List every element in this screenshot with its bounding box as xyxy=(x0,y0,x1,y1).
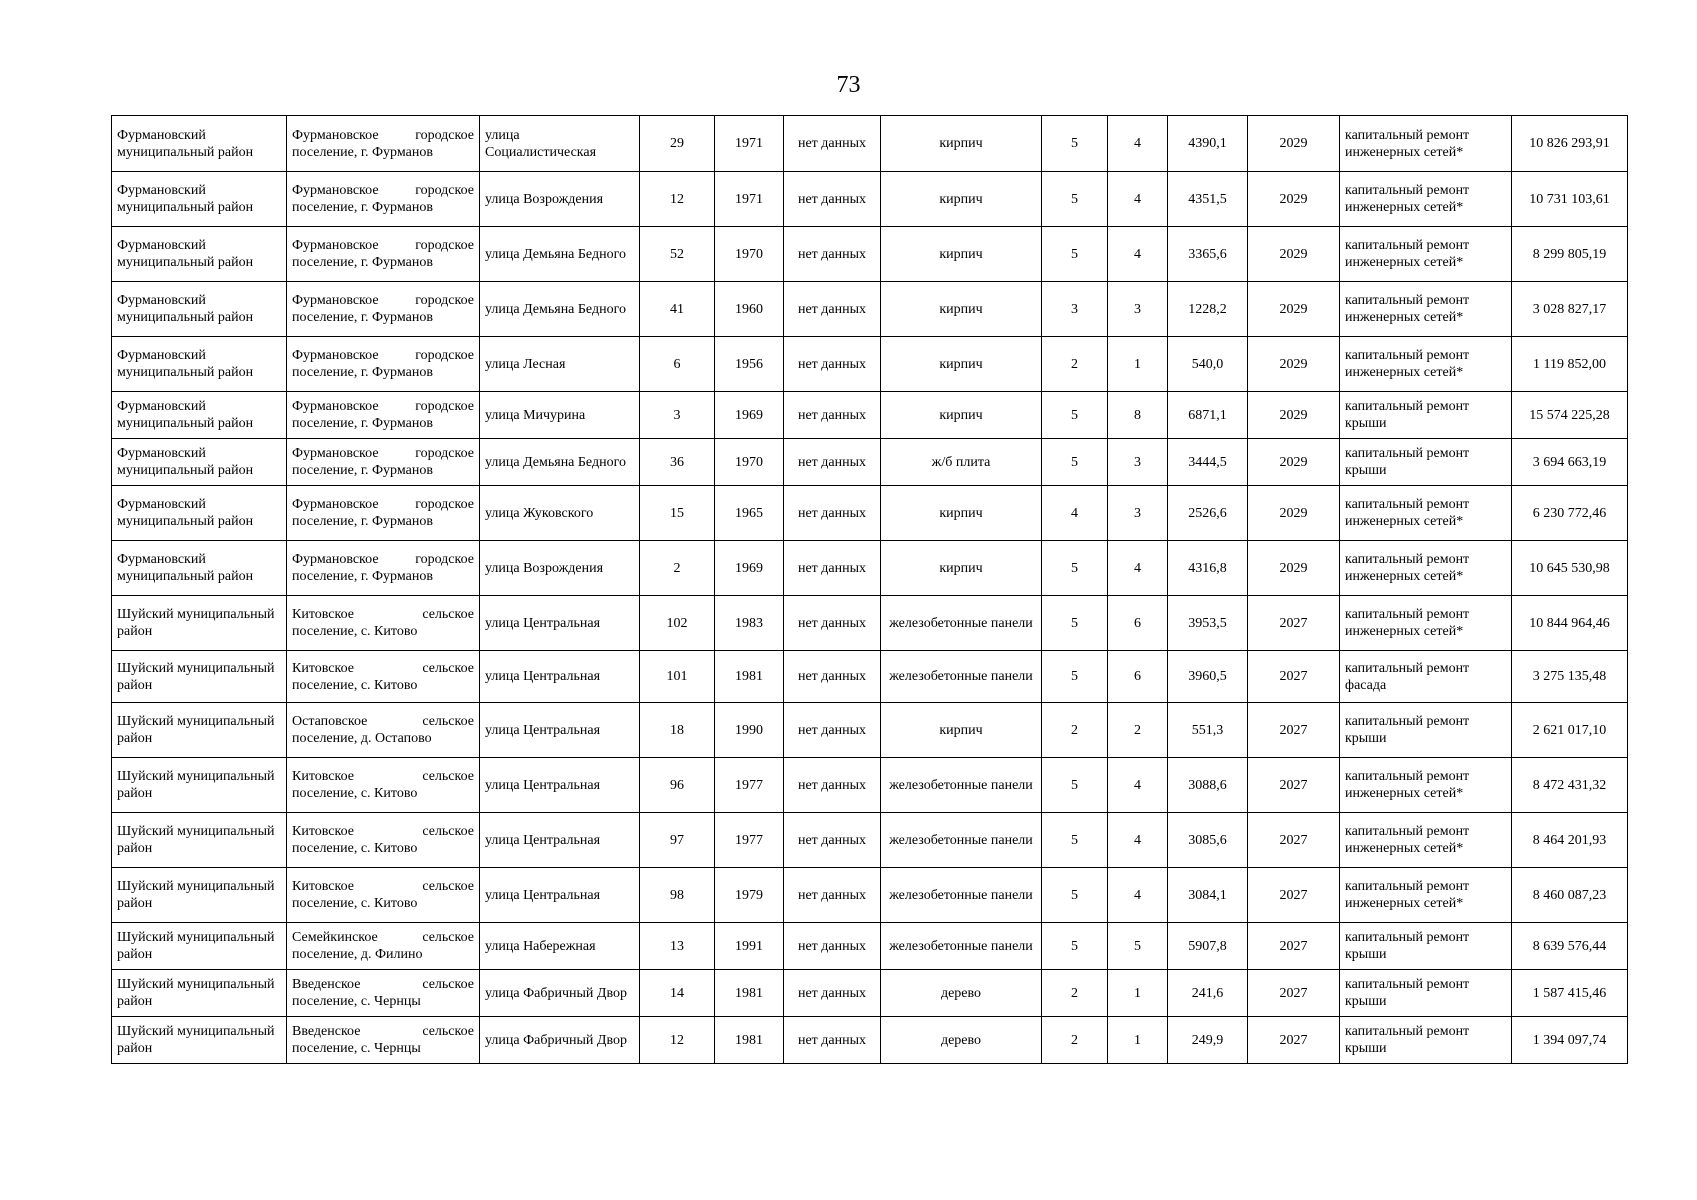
area-cell: 2526,6 xyxy=(1168,486,1248,541)
table-row xyxy=(112,651,1628,703)
street-cell: улица Центральная xyxy=(480,703,640,758)
plan-year-cell: 2027 xyxy=(1248,1017,1340,1064)
work-type-cell: капитальный ремонт крыши xyxy=(1340,970,1512,1017)
district-cell: Фурмановский муниципальный район xyxy=(112,392,287,439)
settlement-cell xyxy=(287,758,480,813)
street-cell: улица Демьяна Бедного xyxy=(480,227,640,282)
district-cell: Шуйский муниципальный район xyxy=(112,923,287,970)
street-cell: улица Центральная xyxy=(480,813,640,868)
cost-cell: 2 621 017,10 xyxy=(1512,703,1628,758)
house-number-cell: 97 xyxy=(640,813,715,868)
cost-cell: 8 464 201,93 xyxy=(1512,813,1628,868)
area-cell: 6871,1 xyxy=(1168,392,1248,439)
cost-cell: 1 119 852,00 xyxy=(1512,337,1628,392)
work-type-cell: капитальный ремонт инженерных сетей* xyxy=(1340,868,1512,923)
floors-cell: 3 xyxy=(1042,282,1108,337)
street-cell: улица Возрождения xyxy=(480,541,640,596)
status-cell: нет данных xyxy=(784,486,881,541)
area-cell: 540,0 xyxy=(1168,337,1248,392)
work-type-cell: капитальный ремонт крыши xyxy=(1340,923,1512,970)
status-cell: нет данных xyxy=(784,392,881,439)
house-number-cell: 36 xyxy=(640,439,715,486)
entrances-cell: 3 xyxy=(1108,486,1168,541)
floors-cell: 5 xyxy=(1042,868,1108,923)
status-cell: нет данных xyxy=(784,337,881,392)
work-type-cell: капитальный ремонт крыши xyxy=(1340,439,1512,486)
floors-cell: 5 xyxy=(1042,596,1108,651)
build-year-cell: 1960 xyxy=(715,282,784,337)
status-cell: нет данных xyxy=(784,758,881,813)
district-cell: Фурмановский муниципальный район xyxy=(112,282,287,337)
street-cell: улица Центральная xyxy=(480,868,640,923)
build-year-cell: 1965 xyxy=(715,486,784,541)
plan-year-cell: 2029 xyxy=(1248,392,1340,439)
table-row xyxy=(112,541,1628,596)
settlement-line-1: Фурмановское городское xyxy=(292,446,474,461)
settlement-cell xyxy=(287,703,480,758)
settlement-line-2: поселение, с. Китово xyxy=(292,677,418,693)
cost-cell: 6 230 772,46 xyxy=(1512,486,1628,541)
floors-cell: 5 xyxy=(1042,116,1108,172)
settlement-line-1: Китовское сельское xyxy=(292,824,474,839)
build-year-cell: 1970 xyxy=(715,439,784,486)
house-number-cell: 12 xyxy=(640,172,715,227)
plan-year-cell: 2027 xyxy=(1248,868,1340,923)
area-cell: 4351,5 xyxy=(1168,172,1248,227)
settlement-line-1: Фурмановское городское xyxy=(292,238,474,253)
table-row xyxy=(112,282,1628,337)
settlement-line-1: Введенское сельское xyxy=(292,977,474,992)
wall-material-cell: кирпич xyxy=(881,486,1042,541)
cost-cell: 1 394 097,74 xyxy=(1512,1017,1628,1064)
work-type-cell: капитальный ремонт инженерных сетей* xyxy=(1340,172,1512,227)
settlement-line-1: Фурмановское городское xyxy=(292,293,474,308)
build-year-cell: 1981 xyxy=(715,651,784,703)
cost-cell: 10 844 964,46 xyxy=(1512,596,1628,651)
district-cell: Фурмановский муниципальный район xyxy=(112,116,287,172)
settlement-line-2: поселение, г. Фурманов xyxy=(292,463,433,478)
cost-cell: 10 645 530,98 xyxy=(1512,541,1628,596)
table-row xyxy=(112,116,1628,172)
status-cell: нет данных xyxy=(784,923,881,970)
build-year-cell: 1991 xyxy=(715,923,784,970)
build-year-cell: 1979 xyxy=(715,868,784,923)
table-row xyxy=(112,813,1628,868)
wall-material-cell: железобетонные панели xyxy=(881,923,1042,970)
work-type-cell: капитальный ремонт инженерных сетей* xyxy=(1340,227,1512,282)
floors-cell: 5 xyxy=(1042,758,1108,813)
area-cell: 3365,6 xyxy=(1168,227,1248,282)
house-number-cell: 13 xyxy=(640,923,715,970)
plan-year-cell: 2027 xyxy=(1248,813,1340,868)
street-cell: улица Жуковского xyxy=(480,486,640,541)
area-cell: 4316,8 xyxy=(1168,541,1248,596)
wall-material-cell: кирпич xyxy=(881,541,1042,596)
street-cell: улица Возрождения xyxy=(480,172,640,227)
table-row xyxy=(112,439,1628,486)
work-type-cell: капитальный ремонт инженерных сетей* xyxy=(1340,486,1512,541)
settlement-line-2: поселение, с. Китово xyxy=(292,841,418,856)
street-cell: улица Мичурина xyxy=(480,392,640,439)
street-cell: улица Фабричный Двор xyxy=(480,1017,640,1064)
street-cell: улица Набережная xyxy=(480,923,640,970)
area-cell: 4390,1 xyxy=(1168,116,1248,172)
floors-cell: 2 xyxy=(1042,970,1108,1017)
wall-material-cell: кирпич xyxy=(881,392,1042,439)
wall-material-cell: железобетонные панели xyxy=(881,596,1042,651)
plan-year-cell: 2029 xyxy=(1248,486,1340,541)
housing-repair-table xyxy=(111,115,1628,1064)
status-cell: нет данных xyxy=(784,282,881,337)
plan-year-cell: 2029 xyxy=(1248,172,1340,227)
wall-material-cell: кирпич xyxy=(881,282,1042,337)
wall-material-cell: дерево xyxy=(881,1017,1042,1064)
entrances-cell: 4 xyxy=(1108,813,1168,868)
floors-cell: 2 xyxy=(1042,1017,1108,1064)
entrances-cell: 4 xyxy=(1108,758,1168,813)
house-number-cell: 102 xyxy=(640,596,715,651)
house-number-cell: 14 xyxy=(640,970,715,1017)
floors-cell: 5 xyxy=(1042,172,1108,227)
settlement-line-1: Фурмановское городское xyxy=(292,183,474,198)
settlement-line-2: поселение, с. Чернцы xyxy=(292,994,421,1009)
plan-year-cell: 2029 xyxy=(1248,227,1340,282)
plan-year-cell: 2029 xyxy=(1248,116,1340,172)
table-row xyxy=(112,758,1628,813)
work-type-cell: капитальный ремонт инженерных сетей* xyxy=(1340,541,1512,596)
district-cell: Шуйский муниципальный район xyxy=(112,813,287,868)
work-type-cell: капитальный ремонт крыши xyxy=(1340,392,1512,439)
work-type-cell: капитальный ремонт инженерных сетей* xyxy=(1340,337,1512,392)
plan-year-cell: 2027 xyxy=(1248,703,1340,758)
plan-year-cell: 2027 xyxy=(1248,596,1340,651)
plan-year-cell: 2027 xyxy=(1248,758,1340,813)
house-number-cell: 12 xyxy=(640,1017,715,1064)
build-year-cell: 1971 xyxy=(715,116,784,172)
house-number-cell: 3 xyxy=(640,392,715,439)
house-number-cell: 41 xyxy=(640,282,715,337)
settlement-cell xyxy=(287,486,480,541)
settlement-line-2: поселение, г. Фурманов xyxy=(292,144,433,160)
cost-cell: 3 028 827,17 xyxy=(1512,282,1628,337)
house-number-cell: 29 xyxy=(640,116,715,172)
wall-material-cell: кирпич xyxy=(881,703,1042,758)
plan-year-cell: 2029 xyxy=(1248,337,1340,392)
area-cell: 3085,6 xyxy=(1168,813,1248,868)
cost-cell: 8 472 431,32 xyxy=(1512,758,1628,813)
area-cell: 3088,6 xyxy=(1168,758,1248,813)
work-type-cell: капитальный ремонт инженерных сетей* xyxy=(1340,282,1512,337)
settlement-line-2: поселение, г. Фурманов xyxy=(292,514,433,529)
cost-cell: 15 574 225,28 xyxy=(1512,392,1628,439)
build-year-cell: 1990 xyxy=(715,703,784,758)
entrances-cell: 4 xyxy=(1108,541,1168,596)
district-cell: Фурмановский муниципальный район xyxy=(112,541,287,596)
street-cell: улица Центральная xyxy=(480,758,640,813)
settlement-cell xyxy=(287,227,480,282)
entrances-cell: 1 xyxy=(1108,1017,1168,1064)
area-cell: 3953,5 xyxy=(1168,596,1248,651)
build-year-cell: 1977 xyxy=(715,758,784,813)
district-cell: Шуйский муниципальный район xyxy=(112,703,287,758)
area-cell: 551,3 xyxy=(1168,703,1248,758)
area-cell: 1228,2 xyxy=(1168,282,1248,337)
page-number: 73 xyxy=(836,72,861,98)
settlement-line-2: поселение, г. Фурманов xyxy=(292,200,433,215)
settlement-line-2: поселение, г. Фурманов xyxy=(292,255,433,270)
work-type-cell: капитальный ремонт крыши xyxy=(1340,1017,1512,1064)
street-cell: улица Социалистическая xyxy=(480,116,640,172)
floors-cell: 5 xyxy=(1042,651,1108,703)
entrances-cell: 5 xyxy=(1108,923,1168,970)
settlement-line-1: Китовское сельское xyxy=(292,879,474,894)
wall-material-cell: ж/б плита xyxy=(881,439,1042,486)
plan-year-cell: 2029 xyxy=(1248,541,1340,596)
cost-cell: 8 460 087,23 xyxy=(1512,868,1628,923)
cost-cell: 10 826 293,91 xyxy=(1512,116,1628,172)
status-cell: нет данных xyxy=(784,813,881,868)
entrances-cell: 4 xyxy=(1108,116,1168,172)
floors-cell: 5 xyxy=(1042,541,1108,596)
entrances-cell: 1 xyxy=(1108,970,1168,1017)
settlement-line-2: поселение, г. Фурманов xyxy=(292,416,433,431)
wall-material-cell: кирпич xyxy=(881,337,1042,392)
status-cell: нет данных xyxy=(784,116,881,172)
build-year-cell: 1981 xyxy=(715,970,784,1017)
settlement-cell xyxy=(287,923,480,970)
entrances-cell: 2 xyxy=(1108,703,1168,758)
work-type-cell: капитальный ремонт фасада xyxy=(1340,651,1512,703)
status-cell: нет данных xyxy=(784,227,881,282)
house-number-cell: 2 xyxy=(640,541,715,596)
house-number-cell: 6 xyxy=(640,337,715,392)
settlement-line-2: поселение, с. Китово xyxy=(292,896,418,911)
entrances-cell: 6 xyxy=(1108,596,1168,651)
settlement-line-1: Китовское сельское xyxy=(292,607,474,622)
settlement-cell xyxy=(287,596,480,651)
street-cell: улица Центральная xyxy=(480,596,640,651)
street-cell: улица Демьяна Бедного xyxy=(480,439,640,486)
settlement-cell xyxy=(287,651,480,703)
settlement-cell xyxy=(287,282,480,337)
settlement-line-1: Фурмановское городское xyxy=(292,399,474,414)
status-cell: нет данных xyxy=(784,541,881,596)
settlement-line-1: Введенское сельское xyxy=(292,1024,474,1039)
settlement-line-2: поселение, г. Фурманов xyxy=(292,569,433,584)
settlement-cell xyxy=(287,868,480,923)
settlement-line-2: поселение, г. Фурманов xyxy=(292,310,433,325)
district-cell: Шуйский муниципальный район xyxy=(112,651,287,703)
status-cell: нет данных xyxy=(784,651,881,703)
wall-material-cell: железобетонные панели xyxy=(881,651,1042,703)
wall-material-cell: кирпич xyxy=(881,172,1042,227)
status-cell: нет данных xyxy=(784,439,881,486)
settlement-line-1: Остаповское сельское xyxy=(292,714,474,729)
settlement-line-1: Китовское сельское xyxy=(292,769,474,784)
build-year-cell: 1981 xyxy=(715,1017,784,1064)
settlement-line-2: поселение, с. Китово xyxy=(292,786,418,801)
settlement-cell xyxy=(287,439,480,486)
settlement-cell xyxy=(287,116,480,172)
cost-cell: 3 275 135,48 xyxy=(1512,651,1628,703)
build-year-cell: 1983 xyxy=(715,596,784,651)
wall-material-cell: кирпич xyxy=(881,227,1042,282)
build-year-cell: 1977 xyxy=(715,813,784,868)
table-row xyxy=(112,923,1628,970)
floors-cell: 2 xyxy=(1042,703,1108,758)
entrances-cell: 1 xyxy=(1108,337,1168,392)
wall-material-cell: железобетонные панели xyxy=(881,813,1042,868)
settlement-line-2: поселение, г. Фурманов xyxy=(292,365,433,380)
floors-cell: 4 xyxy=(1042,486,1108,541)
district-cell: Фурмановский муниципальный район xyxy=(112,486,287,541)
settlement-line-1: Китовское сельское xyxy=(292,660,474,676)
build-year-cell: 1969 xyxy=(715,392,784,439)
status-cell: нет данных xyxy=(784,703,881,758)
table-row xyxy=(112,970,1628,1017)
settlement-line-1: Фурмановское городское xyxy=(292,552,474,567)
table-row xyxy=(112,1017,1628,1064)
area-cell: 3444,5 xyxy=(1168,439,1248,486)
settlement-line-2: поселение, д. Филино xyxy=(292,947,423,962)
settlement-cell xyxy=(287,970,480,1017)
work-type-cell: капитальный ремонт инженерных сетей* xyxy=(1340,596,1512,651)
cost-cell: 3 694 663,19 xyxy=(1512,439,1628,486)
table-row xyxy=(112,392,1628,439)
status-cell: нет данных xyxy=(784,1017,881,1064)
floors-cell: 5 xyxy=(1042,439,1108,486)
floors-cell: 5 xyxy=(1042,227,1108,282)
settlement-line-1: Семейкинское сельское xyxy=(292,930,474,945)
settlement-cell xyxy=(287,337,480,392)
status-cell: нет данных xyxy=(784,970,881,1017)
district-cell: Фурмановский муниципальный район xyxy=(112,439,287,486)
entrances-cell: 3 xyxy=(1108,282,1168,337)
cost-cell: 8 299 805,19 xyxy=(1512,227,1628,282)
area-cell: 249,9 xyxy=(1168,1017,1248,1064)
district-cell: Фурмановский муниципальный район xyxy=(112,172,287,227)
table-row xyxy=(112,596,1628,651)
build-year-cell: 1971 xyxy=(715,172,784,227)
build-year-cell: 1969 xyxy=(715,541,784,596)
wall-material-cell: железобетонные панели xyxy=(881,758,1042,813)
plan-year-cell: 2027 xyxy=(1248,651,1340,703)
street-cell: улица Демьяна Бедного xyxy=(480,282,640,337)
table-row xyxy=(112,703,1628,758)
entrances-cell: 4 xyxy=(1108,227,1168,282)
settlement-line-2: поселение, с. Китово xyxy=(292,624,418,639)
work-type-cell: капитальный ремонт инженерных сетей* xyxy=(1340,758,1512,813)
build-year-cell: 1956 xyxy=(715,337,784,392)
build-year-cell: 1970 xyxy=(715,227,784,282)
table-row xyxy=(112,227,1628,282)
settlement-line-1: Фурмановское городское xyxy=(292,127,474,143)
house-number-cell: 96 xyxy=(640,758,715,813)
street-cell: улица Фабричный Двор xyxy=(480,970,640,1017)
table-row xyxy=(112,486,1628,541)
entrances-cell: 8 xyxy=(1108,392,1168,439)
house-number-cell: 18 xyxy=(640,703,715,758)
settlement-line-2: поселение, д. Остапово xyxy=(292,731,432,746)
status-cell: нет данных xyxy=(784,596,881,651)
entrances-cell: 4 xyxy=(1108,868,1168,923)
status-cell: нет данных xyxy=(784,172,881,227)
settlement-line-1: Фурмановское городское xyxy=(292,348,474,363)
area-cell: 3084,1 xyxy=(1168,868,1248,923)
work-type-cell: капитальный ремонт инженерных сетей* xyxy=(1340,116,1512,172)
plan-year-cell: 2029 xyxy=(1248,282,1340,337)
district-cell: Шуйский муниципальный район xyxy=(112,970,287,1017)
area-cell: 3960,5 xyxy=(1168,651,1248,703)
entrances-cell: 4 xyxy=(1108,172,1168,227)
cost-cell: 1 587 415,46 xyxy=(1512,970,1628,1017)
floors-cell: 5 xyxy=(1042,923,1108,970)
street-cell: улица Центральная xyxy=(480,651,640,703)
floors-cell: 2 xyxy=(1042,337,1108,392)
floors-cell: 5 xyxy=(1042,813,1108,868)
plan-year-cell: 2027 xyxy=(1248,970,1340,1017)
settlement-cell xyxy=(287,1017,480,1064)
entrances-cell: 6 xyxy=(1108,651,1168,703)
wall-material-cell: дерево xyxy=(881,970,1042,1017)
house-number-cell: 52 xyxy=(640,227,715,282)
area-cell: 241,6 xyxy=(1168,970,1248,1017)
work-type-cell: капитальный ремонт крыши xyxy=(1340,703,1512,758)
floors-cell: 5 xyxy=(1042,392,1108,439)
table-row xyxy=(112,337,1628,392)
table-row xyxy=(112,172,1628,227)
district-cell: Фурмановский муниципальный район xyxy=(112,227,287,282)
street-cell: улица Лесная xyxy=(480,337,640,392)
area-cell: 5907,8 xyxy=(1168,923,1248,970)
settlement-cell xyxy=(287,541,480,596)
district-cell: Шуйский муниципальный район xyxy=(112,1017,287,1064)
settlement-line-2: поселение, с. Чернцы xyxy=(292,1041,421,1056)
cost-cell: 10 731 103,61 xyxy=(1512,172,1628,227)
status-cell: нет данных xyxy=(784,868,881,923)
house-number-cell: 15 xyxy=(640,486,715,541)
work-type-cell: капитальный ремонт инженерных сетей* xyxy=(1340,813,1512,868)
settlement-line-1: Фурмановское городское xyxy=(292,497,474,512)
entrances-cell: 3 xyxy=(1108,439,1168,486)
house-number-cell: 98 xyxy=(640,868,715,923)
house-number-cell: 101 xyxy=(640,651,715,703)
plan-year-cell: 2029 xyxy=(1248,439,1340,486)
settlement-cell xyxy=(287,813,480,868)
wall-material-cell: кирпич xyxy=(881,116,1042,172)
district-cell: Шуйский муниципальный район xyxy=(112,758,287,813)
table-row xyxy=(112,868,1628,923)
settlement-cell xyxy=(287,392,480,439)
cost-cell: 8 639 576,44 xyxy=(1512,923,1628,970)
district-cell: Фурмановский муниципальный район xyxy=(112,337,287,392)
settlement-cell xyxy=(287,172,480,227)
district-cell: Шуйский муниципальный район xyxy=(112,868,287,923)
district-cell: Шуйский муниципальный район xyxy=(112,596,287,651)
wall-material-cell: железобетонные панели xyxy=(881,868,1042,923)
plan-year-cell: 2027 xyxy=(1248,923,1340,970)
